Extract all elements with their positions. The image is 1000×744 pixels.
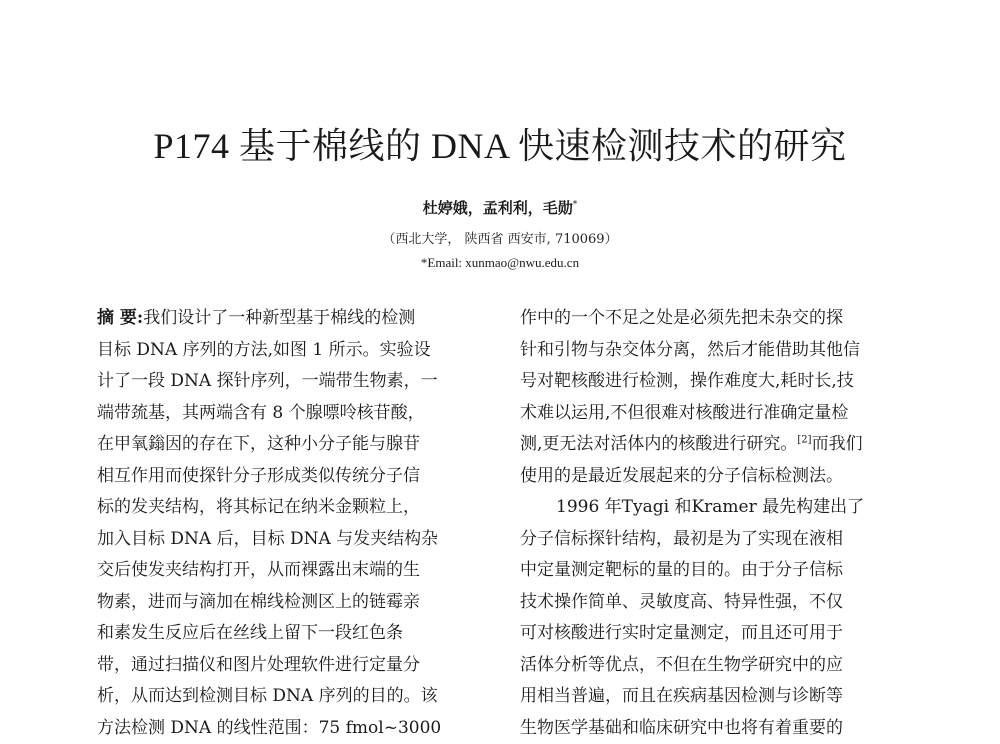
corresponding-mark: * — [573, 200, 578, 210]
abstract-label: 摘 要: — [97, 308, 143, 328]
text-line: 术难以运用,不但很难对核酸进行准确定量检 — [520, 398, 906, 430]
text-line: 技术操作简单、灵敏度高、特异性强，不仅 — [520, 587, 906, 619]
text-line: 在甲氧鎓因的存在下，这种小分子能与腺苷 — [97, 429, 483, 461]
text-line: 析，从而达到检测目标 DNA 序列的目的。该 — [97, 681, 483, 713]
text-line: 号对靶核酸进行检测，操作难度大,耗时长,技 — [520, 366, 906, 398]
text-line: 计了一段 DNA 探针序列，一端带生物素，一 — [97, 366, 483, 398]
text-line-part: 而我们 — [812, 434, 863, 454]
text-line: 针和引物与杂交体分离，然后才能借助其他信 — [520, 335, 906, 367]
citation-ref: [2] — [797, 434, 811, 445]
affiliation: （西北大学， 陕西省 西安市, 710069） — [0, 228, 1000, 247]
author-list — [0, 197, 1000, 218]
text-line: 相互作用而使探针分子形成类似传统分子信 — [97, 461, 483, 493]
text-line: 标的发夹结构，将其标记在纳米金颗粒上， — [97, 492, 483, 524]
paragraph-start-line: 1996 年Tyagi 和Kramer 最先构建出了 — [520, 492, 906, 524]
text-line: 中定量测定靶标的量的目的。由于分子信标 — [520, 555, 906, 587]
left-column — [97, 303, 483, 744]
text-line: 可对核酸进行实时定量测定，而且还可用于 — [520, 618, 906, 650]
text-line: 目标 DNA 序列的方法,如图 1 所示。实验设 — [97, 335, 483, 367]
paper-title: P174 基于棉线的 DNA 快速检测技术的研究 — [0, 118, 1000, 169]
text-line: 方法检测 DNA 的线性范围：75 fmol~3000 — [97, 713, 483, 744]
text-line: 生物医学基础和临床研究中也将有着重要的 — [520, 713, 906, 744]
abstract-line — [97, 303, 483, 335]
text-line: 物素，进而与滴加在棉线检测区上的链霉亲 — [97, 587, 483, 619]
author-names: 杜婷娥，孟利利，毛勋 — [423, 199, 573, 217]
text-line: 作中的一个不足之处是必须先把未杂交的探 — [520, 303, 906, 335]
abstract-line-text: 我们设计了一种新型基于棉线的检测 — [143, 308, 415, 328]
text-line: 用相当普遍，而且在疾病基因检测与诊断等 — [520, 681, 906, 713]
text-line: 带，通过扫描仪和图片处理软件进行定量分 — [97, 650, 483, 682]
text-line: 交后使发夹结构打开，从而裸露出末端的生 — [97, 555, 483, 587]
text-line: 和素发生反应后在丝线上留下一段红色条 — [97, 618, 483, 650]
text-line: 使用的是最近发展起来的分子信标检测法。 — [520, 461, 906, 493]
text-line: 分子信标探针结构，最初是为了实现在液相 — [520, 524, 906, 556]
text-line-part: 测,更无法对活体内的核酸进行研究。 — [520, 434, 797, 454]
text-line: 活体分析等优点，不但在生物学研究中的应 — [520, 650, 906, 682]
right-column — [520, 303, 906, 744]
text-line — [520, 429, 906, 461]
text-line: 加入目标 DNA 后，目标 DNA 与发夹结构杂 — [97, 524, 483, 556]
text-line: 端带巯基，其两端含有 8 个腺嘌呤核苷酸， — [97, 398, 483, 430]
contact-email: *Email: xunmao@nwu.edu.cn — [0, 255, 1000, 271]
